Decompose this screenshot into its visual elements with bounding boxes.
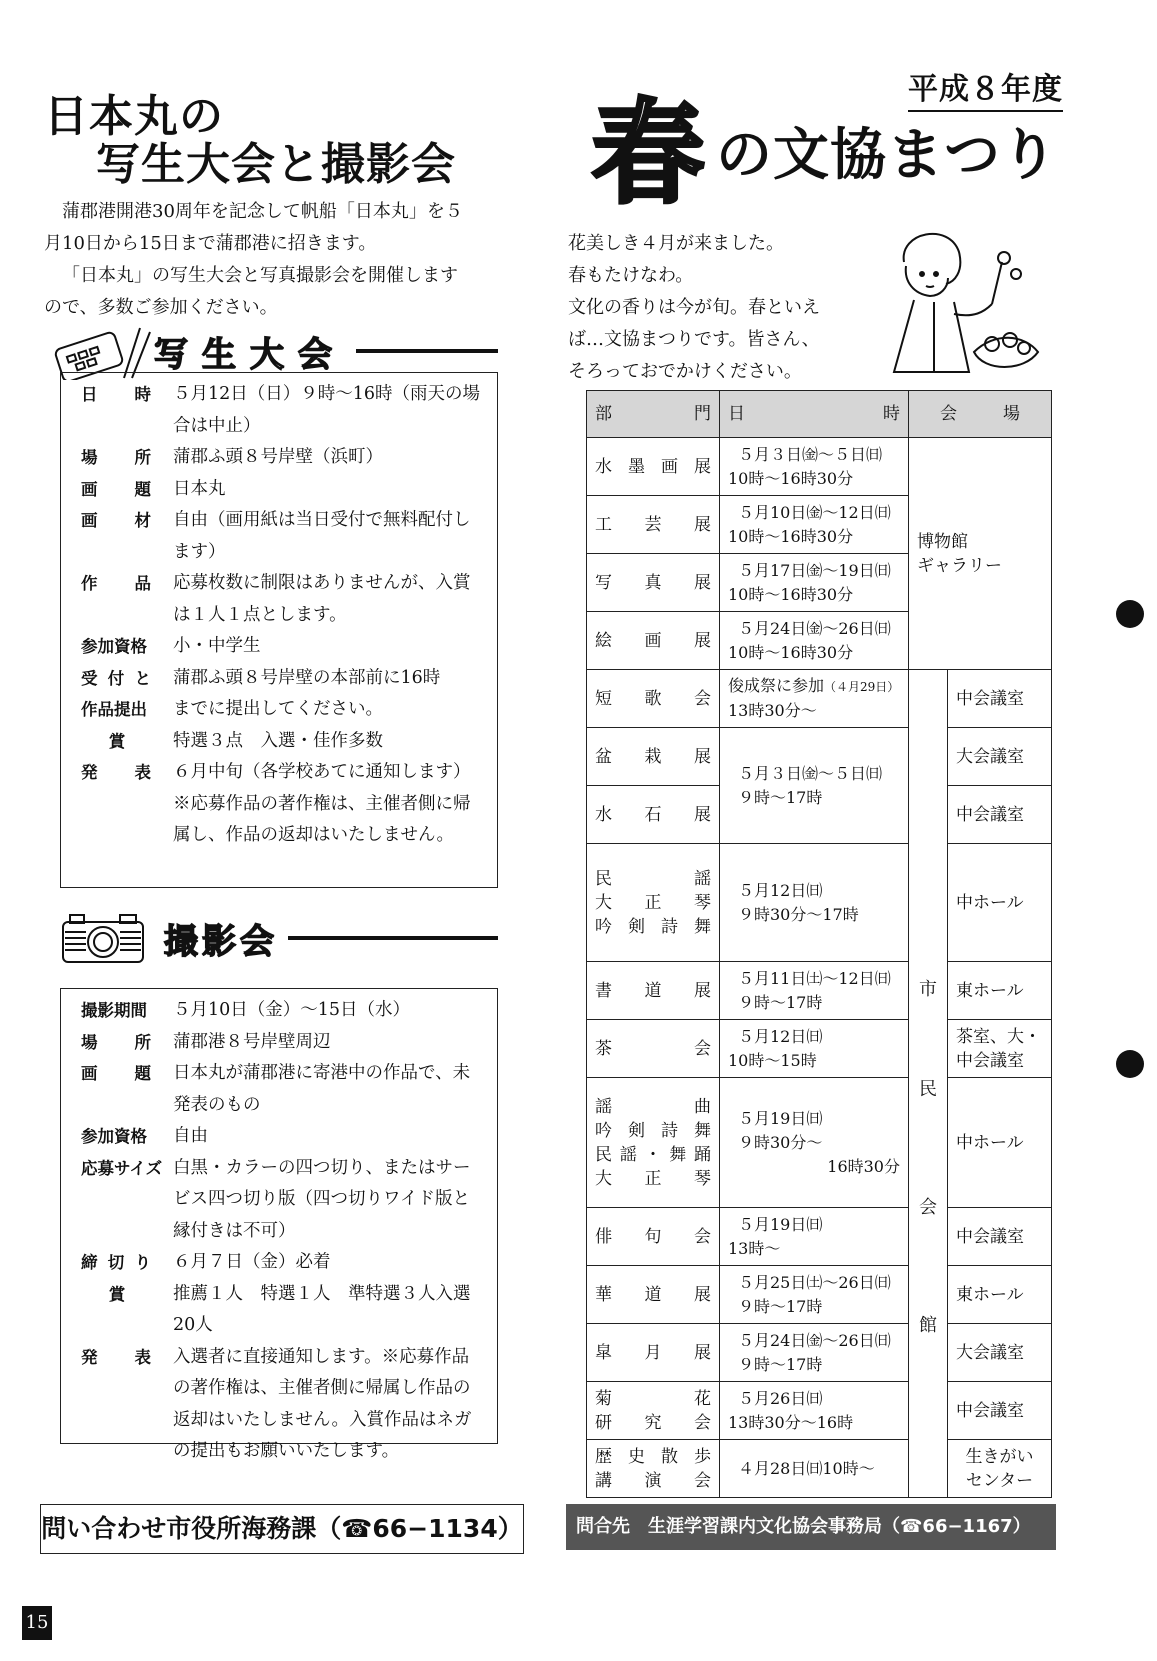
label-announcement: 発 表 — [81, 763, 151, 782]
label: 作品提出 — [81, 700, 147, 719]
sketch-row-announcement — [81, 757, 481, 852]
venue-cell: 東ホール — [948, 1266, 1052, 1324]
value: ５月12日（日）９時～16時（雨天の場合は中止） — [173, 384, 481, 436]
venue-museum: 博物館 ギャラリー — [909, 438, 1052, 670]
venue-cell: 中ホール — [948, 1078, 1052, 1208]
festival-title: の文協まつり — [716, 123, 1058, 188]
right-contact-bar: 問合先 生涯学習課内文化協会事務局（☎66−1167） — [566, 1504, 1056, 1550]
heading-rule — [288, 936, 498, 940]
dept-cell: 俳 句 会 — [587, 1208, 720, 1266]
header-venue: 会 場 — [909, 391, 1052, 438]
venue-cell: 中会議室 — [948, 670, 1052, 728]
label-announcement: 発 表 — [81, 1347, 151, 1367]
value: 自由（画用紙は当日受付で無料配付します） — [173, 510, 471, 562]
value: 特選３点 入選・佳作多数 — [173, 730, 383, 751]
value: 推薦１人 特選１人 準特選３人入選20人 — [173, 1283, 471, 1335]
venue-cell: 大会議室 — [948, 728, 1052, 786]
sketch-row-works — [81, 568, 481, 631]
photo-row-place — [81, 1027, 481, 1059]
sketch-row-datetime — [81, 379, 481, 442]
festival-schedule-table — [586, 390, 1052, 1498]
intro-line: 月10日から15日まで蒲郡港に招きます。 — [44, 233, 377, 254]
label: 参加資格 — [81, 1127, 147, 1146]
photo-row-announcement — [81, 1342, 481, 1468]
heading-rule — [356, 349, 498, 353]
label: 撮影期間 — [81, 1001, 147, 1020]
photo-heading-label: 撮影会 — [164, 921, 278, 962]
year-label: 平成８年度 — [908, 72, 1063, 112]
right-intro — [568, 228, 898, 388]
venue-cell: 中会議室 — [948, 1382, 1052, 1440]
photo-section-heading — [60, 908, 498, 968]
value: 蒲郡港８号岸壁周辺 — [173, 1031, 331, 1052]
value: 入選者に直接通知します。※応募作品の著作権は、主催者側に帰属し作品の返却はいたしません。入賞作品はネガの提出もお願いいたします。 — [173, 1346, 472, 1461]
label-place: 場 所 — [81, 448, 151, 467]
binder-hole — [1116, 1050, 1144, 1078]
table-row — [587, 1324, 1052, 1382]
table-row — [587, 1266, 1052, 1324]
intro-line: そろっておでかけください。 — [568, 361, 802, 382]
venue-cell: 茶室、大・ 中会議室 — [948, 1020, 1052, 1078]
value: ６月７日（金）必着 — [173, 1252, 331, 1272]
datetime-cell: ５月12日㈰ 10時～15時 — [720, 1020, 909, 1078]
sketch-details-box — [60, 372, 498, 888]
sketch-row-submission — [81, 694, 481, 726]
table-row — [587, 1020, 1052, 1078]
dept-cell: 絵 画 展 — [587, 612, 720, 670]
dept-cell: 歴 史 散 歩 講 演 会 — [587, 1440, 720, 1498]
datetime-cell: ５月19日㈰ ９時30分～ 16時30分 — [720, 1078, 909, 1208]
photo-row-prize — [81, 1279, 481, 1342]
label-datetime: 日 時 — [81, 385, 151, 404]
intro-line: 「日本丸」の写生大会と写真撮影会を開催します — [62, 265, 458, 286]
value: ５月10日（金）～15日（水） — [173, 1000, 411, 1020]
value: 応募枚数に制限はありませんが、入賞は１人１点とします。 — [173, 573, 471, 625]
venue-cell: 生きがい センター — [948, 1440, 1052, 1498]
table-row — [587, 1440, 1052, 1498]
value: 白黒・カラーの四つ切り、またはサービス四つ切り版（四つ切りワイド版と縁付きは不可） — [173, 1157, 471, 1241]
left-intro — [44, 196, 504, 324]
label-subject: 画 題 — [81, 479, 151, 499]
sketch-row-materials — [81, 505, 481, 568]
dept-cell: 茶 会 — [587, 1020, 720, 1078]
datetime-cell: 俊成祭に参加（４月29日） 13時30分～ — [720, 670, 909, 728]
label-reception: 受 付 と — [81, 668, 151, 688]
datetime-cell: ５月３日㈮～５日㈰ ９時～17時 — [720, 728, 909, 844]
sketch-row-place — [81, 442, 481, 474]
value: 蒲郡ふ頭８号岸壁の本部前に16時 — [173, 667, 441, 688]
dept-cell: 民 謡 大 正 琴 吟 剣 詩 舞 — [587, 844, 720, 962]
intro-line: ので、多数ご参加ください。 — [44, 297, 278, 318]
venue-cell: 中会議室 — [948, 1208, 1052, 1266]
datetime-cell: ５月11日㈯～12日㈰ ９時～17時 — [720, 962, 909, 1020]
header-dept: 部 門 — [587, 391, 720, 438]
datetime-cell: ５月25日㈯～26日㈰ ９時～17時 — [720, 1266, 909, 1324]
dept-cell: 謡 曲 吟 剣 詩 舞 民 謡 ・ 舞 踊 大 正 琴 — [587, 1078, 720, 1208]
venue-cell: 東ホール — [948, 962, 1052, 1020]
sketch-heading-label: 写生大会 — [154, 334, 346, 375]
sketch-row-subject — [81, 474, 481, 506]
value: までに提出してください。 — [173, 699, 383, 719]
intro-line: 文化の香りは今が旬。春といえ — [568, 297, 820, 318]
sketch-row-prize — [81, 726, 481, 758]
photo-row-size — [81, 1153, 481, 1248]
label-materials: 画 材 — [81, 511, 151, 530]
label-deadline: 締 切 り — [81, 1253, 151, 1272]
label: 応募サイズ — [81, 1158, 163, 1178]
photo-row-subject — [81, 1058, 481, 1121]
label-place: 場 所 — [81, 1032, 151, 1052]
intro-line: 蒲郡港開港30周年を記念して帆船「日本丸」を５ — [62, 201, 463, 222]
value: 自由 — [173, 1126, 208, 1146]
table-row — [587, 1382, 1052, 1440]
datetime-cell: ５月10日㈮～12日㈰ 10時～16時30分 — [720, 496, 909, 554]
datetime-cell: ５月24日㈮～26日㈰ 10時～16時30分 — [720, 612, 909, 670]
datetime-cell: ５月19日㈰ 13時～ — [720, 1208, 909, 1266]
photo-details-box — [60, 988, 498, 1461]
datetime-cell: ４月28日㈰10時～ — [720, 1440, 909, 1498]
datetime-cell: ５月26日㈰ 13時30分～16時 — [720, 1382, 909, 1440]
datetime-cell: ５月24日㈮～26日㈰ ９時～17時 — [720, 1324, 909, 1382]
intro-line: ば…文協まつりです。皆さん、 — [568, 329, 820, 350]
header-datetime: 日 時 — [720, 391, 909, 438]
dept-cell: 皐 月 展 — [587, 1324, 720, 1382]
dept-cell: 水 石 展 — [587, 786, 720, 844]
civic-hall-label: 市 民 会 館 — [909, 670, 948, 1498]
dept-cell: 工 芸 展 — [587, 496, 720, 554]
sketch-row-eligibility — [81, 631, 481, 663]
intro-line: 花美しき４月が来ました。 — [568, 233, 784, 254]
sketch-row-reception — [81, 663, 481, 695]
table-row — [587, 670, 1052, 728]
table-row — [587, 844, 1052, 962]
binder-hole — [1116, 600, 1144, 628]
dept-cell: 盆 栽 展 — [587, 728, 720, 786]
value: 蒲郡ふ頭８号岸壁（浜町） — [173, 447, 383, 467]
table-row — [587, 962, 1052, 1020]
dept-cell: 短 歌 会 — [587, 670, 720, 728]
dept-cell: 菊 花 研 究 会 — [587, 1382, 720, 1440]
value: 日本丸 — [173, 478, 226, 499]
venue-cell: 中会議室 — [948, 786, 1052, 844]
title-spring-char: 春 — [592, 89, 705, 219]
photo-row-period — [81, 995, 481, 1027]
value: ６月中旬（各学校あてに通知します）※応募作品の著作権は、主催者側に帰属し、作品の返却はいたしません。 — [173, 762, 471, 845]
dept-cell: 写 真 展 — [587, 554, 720, 612]
dept-cell: 華 道 展 — [587, 1266, 720, 1324]
left-title-line2: 写生大会と撮影会 — [96, 139, 456, 190]
table-row — [587, 438, 1052, 496]
datetime-cell: ５月３日㈮～５日㈰ 10時～16時30分 — [720, 438, 909, 496]
photo-row-eligibility — [81, 1121, 481, 1153]
photo-row-deadline — [81, 1247, 481, 1279]
label: 賞 — [108, 1284, 126, 1304]
venue-cell: 中ホール — [948, 844, 1052, 962]
intro-line: 春もたけなわ。 — [568, 265, 694, 286]
woman-ikebana-illustration — [874, 222, 1044, 382]
dept-cell: 水 墨 画 展 — [587, 438, 720, 496]
table-header-row — [587, 391, 1052, 438]
datetime-cell: ５月12日㈰ ９時30分～17時 — [720, 844, 909, 962]
left-contact: 問い合わせ市役所海務課（☎66−1134） — [40, 1504, 524, 1554]
value: 日本丸が蒲郡港に寄港中の作品で、未発表のもの — [173, 1063, 471, 1115]
camera-icon — [60, 910, 146, 966]
label: 賞 — [108, 731, 126, 751]
table-row — [587, 1208, 1052, 1266]
left-title-line1: 日本丸の — [44, 91, 224, 142]
value: 小・中学生 — [173, 636, 261, 656]
datetime-cell: ５月17日㈮～19日㈰ 10時～16時30分 — [720, 554, 909, 612]
label: 参加資格 — [81, 637, 147, 656]
venue-cell: 大会議室 — [948, 1324, 1052, 1382]
page-number: 15 — [22, 1606, 52, 1640]
label-subject: 画 題 — [81, 1064, 151, 1083]
table-row — [587, 728, 1052, 786]
dept-cell: 書 道 展 — [587, 962, 720, 1020]
label-works: 作 品 — [81, 574, 151, 593]
table-row — [587, 1078, 1052, 1208]
